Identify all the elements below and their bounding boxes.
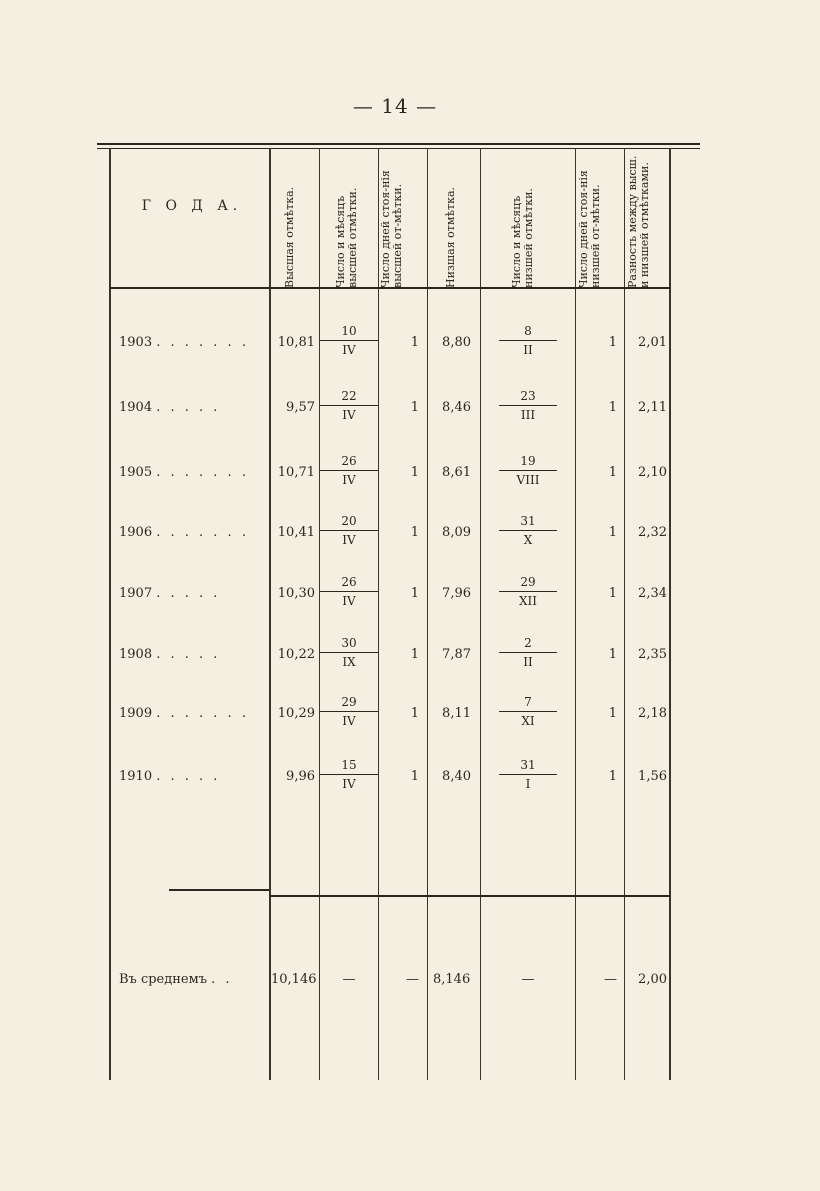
low-days-value: 1 bbox=[608, 465, 617, 480]
high-days-value: 1 bbox=[410, 586, 419, 601]
low-mark-value: 8,61 bbox=[442, 465, 471, 480]
low-days-value: 1 bbox=[608, 335, 617, 350]
page-number: — 14 — bbox=[352, 94, 438, 118]
low-date-value: 7 XI bbox=[493, 695, 563, 729]
average-low-days: — bbox=[604, 972, 617, 987]
header-difference: Разность между высш. и низшей отмѣтками. bbox=[626, 155, 651, 288]
low-date-value: 31 X bbox=[493, 514, 563, 548]
header-high-mark: Высшая отмѣтка. bbox=[283, 186, 296, 288]
low-mark-value: 7,96 bbox=[442, 586, 471, 601]
header-low-days: Число дней стоя-нія низшей от-мѣтки. bbox=[577, 170, 602, 288]
high-days-value: 1 bbox=[410, 769, 419, 784]
low-mark-value: 8,46 bbox=[442, 400, 471, 415]
high-days-value: 1 bbox=[410, 706, 419, 721]
top-rule bbox=[97, 143, 700, 145]
table-row-year: 1907 . . . . . bbox=[119, 586, 221, 601]
average-difference: 2,00 bbox=[638, 972, 667, 987]
low-date-value: 31 I bbox=[493, 758, 563, 792]
low-date-value: 23 III bbox=[493, 389, 563, 423]
high-date-value: 30 IX bbox=[314, 636, 384, 670]
low-mark-value: 7,87 bbox=[442, 647, 471, 662]
difference-value: 2,01 bbox=[638, 335, 667, 350]
header-high-days: Число дней стоя-нія высшей от-мѣтки. bbox=[379, 170, 404, 288]
low-date-value: 19 VIII bbox=[493, 454, 563, 488]
header-high-date: Число и мѣсяцъ высшей отмѣтки. bbox=[334, 187, 359, 288]
high-mark-value: 10,22 bbox=[277, 647, 315, 662]
high-mark-value: 10,30 bbox=[277, 586, 315, 601]
average-low: 8,146 bbox=[433, 972, 471, 987]
low-mark-value: 8,80 bbox=[442, 335, 471, 350]
low-mark-value: 8,40 bbox=[442, 769, 471, 784]
high-mark-value: 10,71 bbox=[277, 465, 315, 480]
years-end-rule bbox=[169, 889, 269, 891]
high-days-value: 1 bbox=[410, 465, 419, 480]
low-days-value: 1 bbox=[608, 706, 617, 721]
table-row-year: 1906 . . . . . . . bbox=[119, 525, 249, 540]
low-days-value: 1 bbox=[608, 525, 617, 540]
high-days-value: 1 bbox=[410, 400, 419, 415]
high-date-value: 20 IV bbox=[314, 514, 384, 548]
table-row-year: 1910 . . . . . bbox=[119, 769, 221, 784]
table-row-year: 1903 . . . . . . . bbox=[119, 335, 249, 350]
header-low-mark: Низшая отмѣтка. bbox=[444, 186, 457, 288]
average-high-date: — bbox=[342, 972, 356, 987]
average-label: Въ среднемъ . . bbox=[119, 972, 233, 987]
high-date-value: 15 IV bbox=[314, 758, 384, 792]
high-mark-value: 10,29 bbox=[277, 706, 315, 721]
table-row-year: 1905 . . . . . . . bbox=[119, 465, 249, 480]
low-mark-value: 8,09 bbox=[442, 525, 471, 540]
low-days-value: 1 bbox=[608, 586, 617, 601]
high-days-value: 1 bbox=[410, 647, 419, 662]
table-row-year: 1908 . . . . . bbox=[119, 647, 221, 662]
low-days-value: 1 bbox=[608, 769, 617, 784]
high-mark-value: 10,81 bbox=[277, 335, 315, 350]
high-days-value: 1 bbox=[410, 525, 419, 540]
average-low-date: — bbox=[521, 972, 535, 987]
high-mark-value: 9,57 bbox=[286, 400, 315, 415]
low-mark-value: 8,11 bbox=[442, 706, 471, 721]
difference-value: 2,34 bbox=[638, 586, 667, 601]
table-row-year: 1909 . . . . . . . bbox=[119, 706, 249, 721]
low-days-value: 1 bbox=[608, 400, 617, 415]
high-days-value: 1 bbox=[410, 335, 419, 350]
header-years: Г О Д А. bbox=[141, 198, 243, 214]
difference-value: 2,35 bbox=[638, 647, 667, 662]
low-date-value: 2 II bbox=[493, 636, 563, 670]
high-mark-value: 9,96 bbox=[286, 769, 315, 784]
high-date-value: 29 IV bbox=[314, 695, 384, 729]
difference-value: 2,10 bbox=[638, 465, 667, 480]
low-days-value: 1 bbox=[608, 647, 617, 662]
header-low-date: Число и мѣсяцъ низшей отмѣтки. bbox=[510, 188, 535, 288]
high-date-value: 26 IV bbox=[314, 575, 384, 609]
high-date-value: 22 IV bbox=[314, 389, 384, 423]
water-level-table bbox=[97, 140, 700, 1080]
difference-value: 2,11 bbox=[638, 400, 667, 415]
difference-value: 2,18 bbox=[638, 706, 667, 721]
high-date-value: 10 IV bbox=[314, 324, 384, 358]
average-high: 10,146 bbox=[271, 972, 317, 987]
average-high-days: — bbox=[406, 972, 419, 987]
table-row-year: 1904 . . . . . bbox=[119, 400, 221, 415]
high-mark-value: 10,41 bbox=[277, 525, 315, 540]
average-rule bbox=[269, 895, 671, 897]
low-date-value: 29 XII bbox=[493, 575, 563, 609]
low-date-value: 8 II bbox=[493, 324, 563, 358]
difference-value: 1,56 bbox=[638, 769, 667, 784]
difference-value: 2,32 bbox=[638, 525, 667, 540]
high-date-value: 26 IV bbox=[314, 454, 384, 488]
